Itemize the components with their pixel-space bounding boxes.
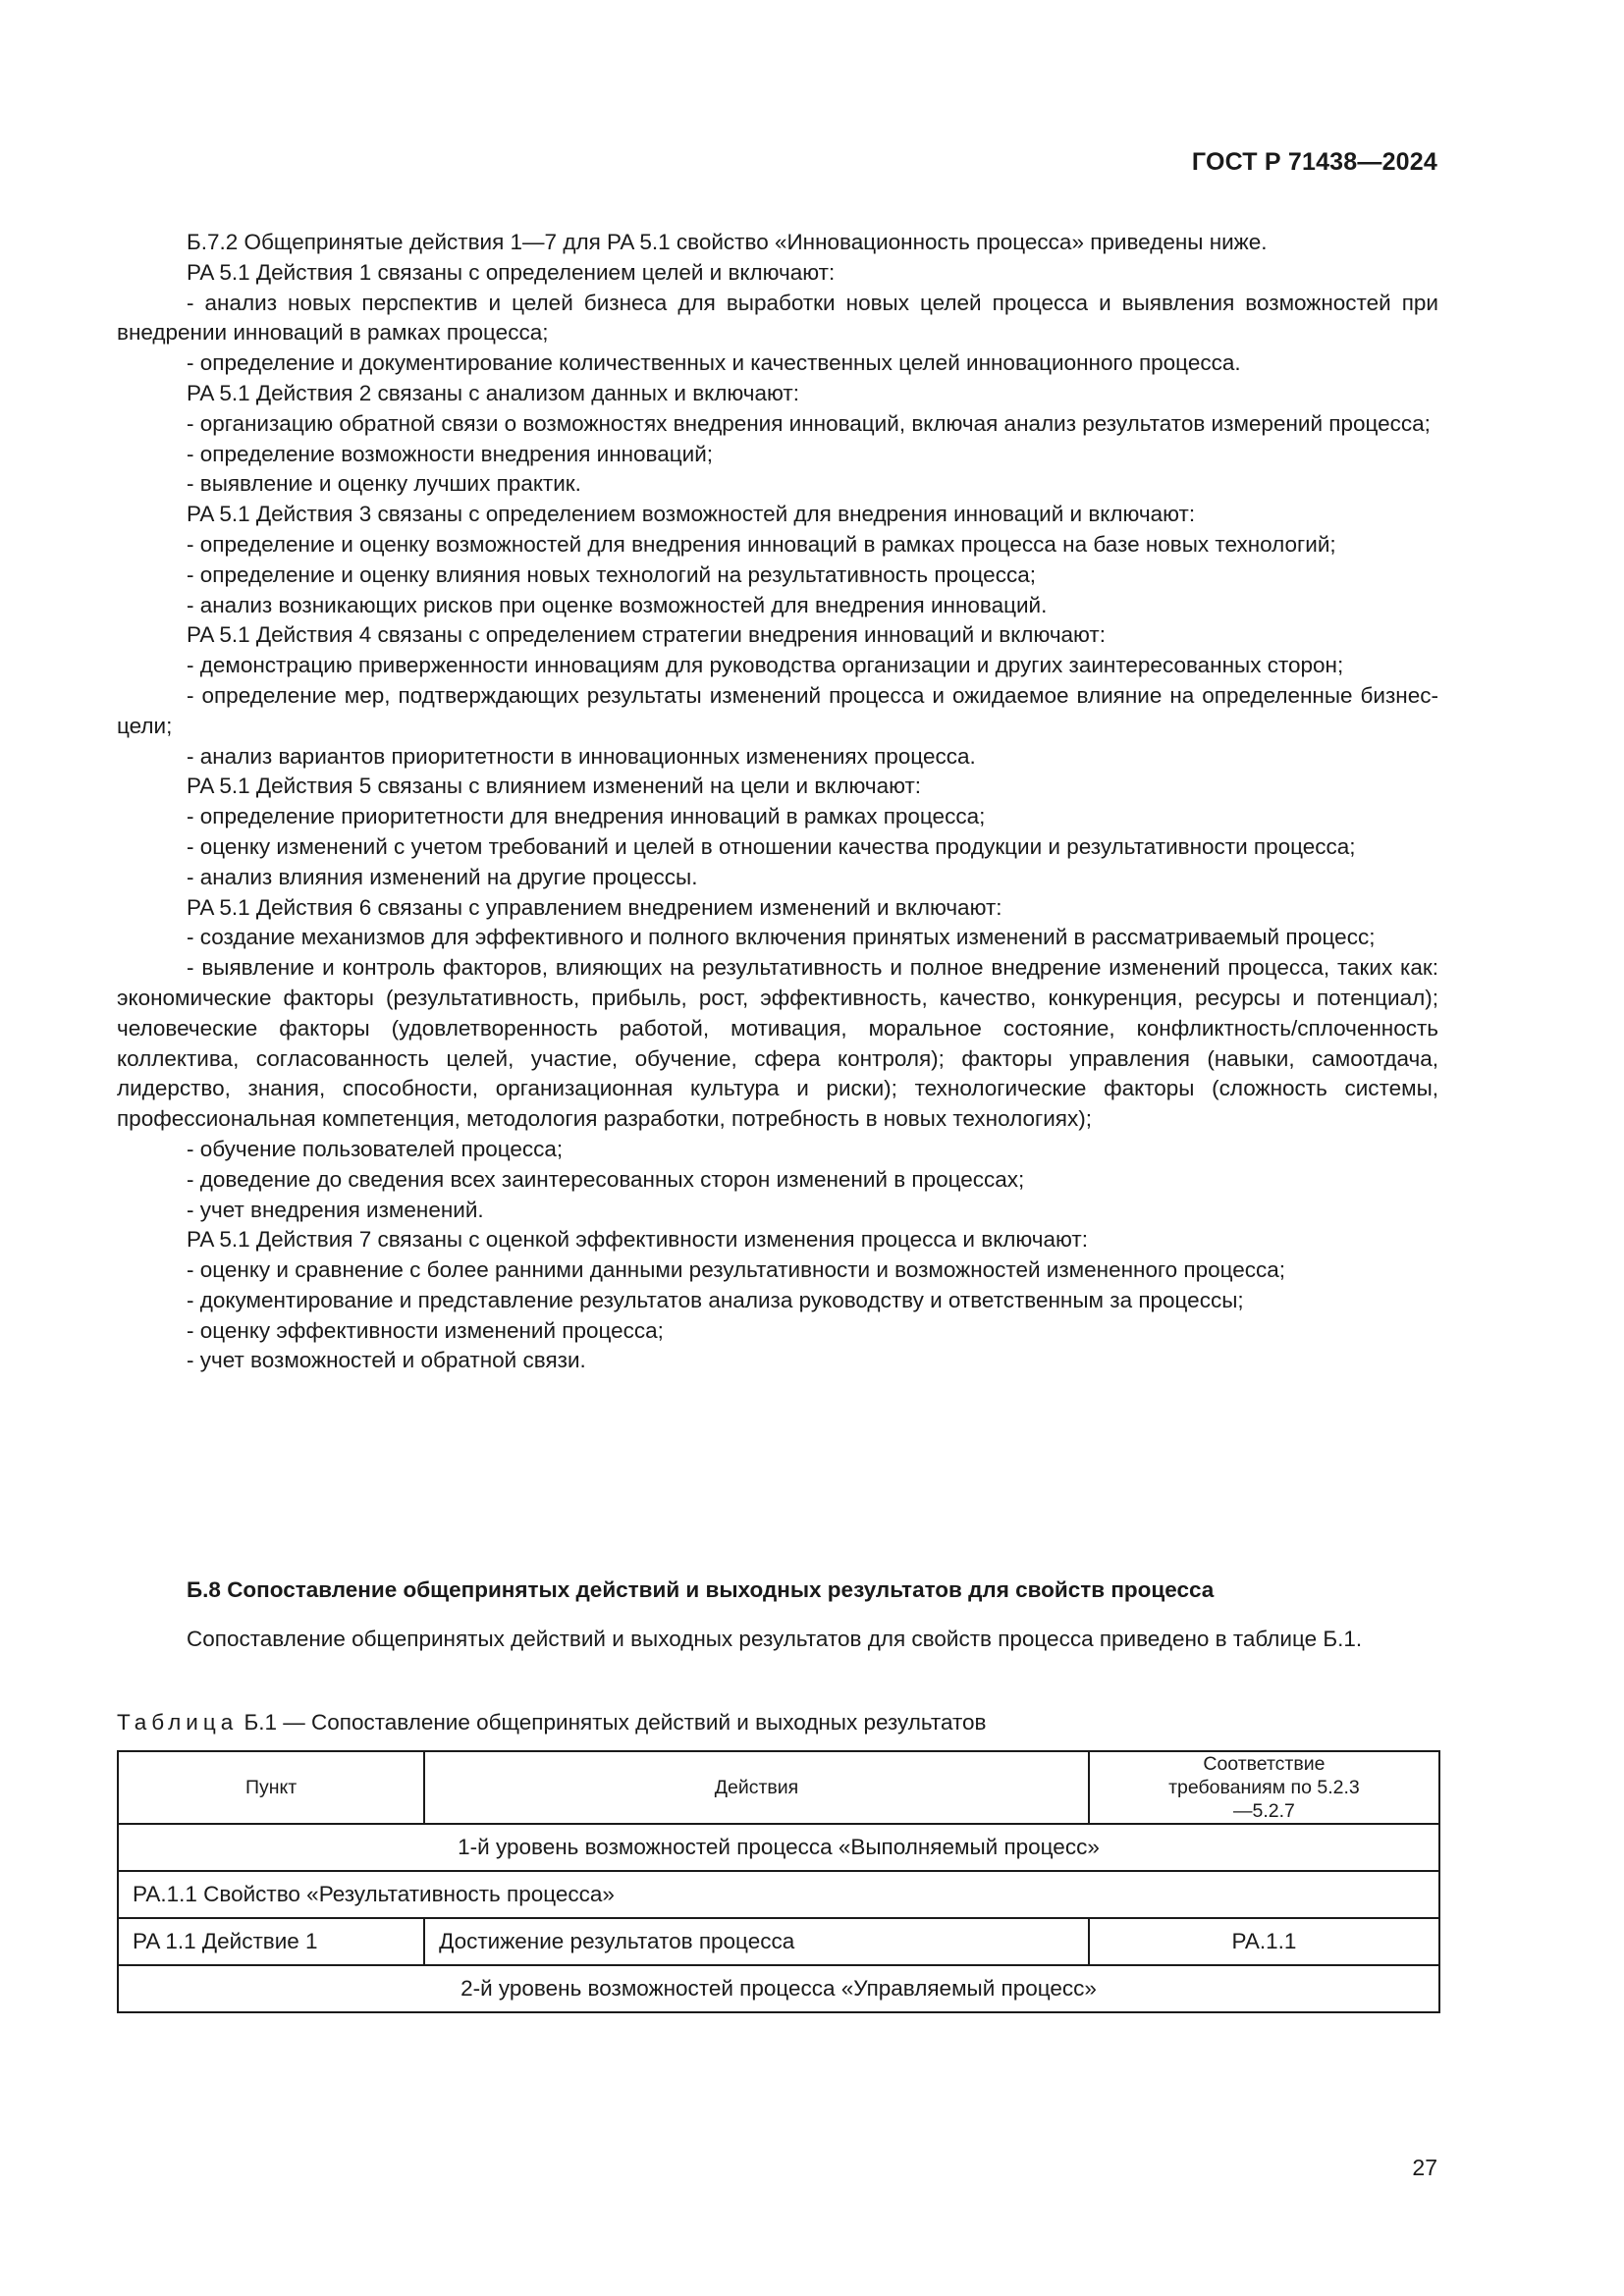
list-item: - определение и оценку возможностей для внедрения инноваций в рамках процесса на базе новых технологий;	[187, 531, 1336, 557]
paragraph: PA 5.1 Действия 1 связаны с определением целей и включают:	[187, 259, 836, 285]
list-item: - анализ возникающих рисков при оценке возможностей для внедрения инноваций.	[187, 592, 1048, 617]
header-cell-item: Пункт	[118, 1751, 424, 1824]
header-cell-compliance-text: Соответствие требованиям по 5.2.3—5.2.7	[1168, 1753, 1360, 1822]
list-item: - определение возможности внедрения инноваций;	[187, 441, 714, 466]
table-row-attribute	[118, 1871, 1439, 1918]
section-heading: Б.8 Сопоставление общепринятых действий и выходных результатов для свойств процесса	[187, 1577, 1215, 1602]
table-caption-label: Таблица	[117, 1710, 239, 1735]
header-cell-actions: Действия	[424, 1751, 1089, 1824]
comparison-table	[117, 1750, 1440, 2013]
list-item: - выявление и контроль факторов, влияющих на результативность и полное внедрение изменений процесса, таких как: экономические факторы (результативность, прибыль, рост, эффективность, качество, конкуренция, ресурсы и потенциал); человеческие факторы (удовлетворенность работой, мотивация, моральное состояние, конфликтность/сплоченность коллектива, согласованность целей, участие, обучение, сфера контроля); факторы управления (навыки, самоотдача, лидерство, знания, способности, организационная культура и риски); технологические факторы (сложность системы, профессиональная компетенция, методология разработки, потребность в новых технологиях);	[117, 955, 1438, 1132]
table-row-level1	[118, 1824, 1439, 1871]
list-item: - документирование и представление результатов анализа руководству и ответственным за процессы;	[187, 1287, 1244, 1312]
table-caption	[117, 1710, 987, 1735]
paragraph: PA 5.1 Действия 7 связаны с оценкой эффективности изменения процесса и включают:	[187, 1227, 1088, 1253]
list-item: - определение и оценку влияния новых технологий на результативность процесса;	[187, 561, 1036, 587]
paragraph: Б.7.2 Общепринятые действия 1—7 для PA 5.1 свойство «Инновационность процесса» приведены ниже.	[187, 230, 1268, 254]
list-item: - обучение пользователей процесса;	[187, 1136, 564, 1161]
table-caption-text: Б.1 — Сопоставление общепринятых действий и выходных результатов	[238, 1710, 987, 1735]
list-item: - анализ новых перспектив и целей бизнеса для выработки новых целей процесса и выявления возможностей при внедрении инноваций в рамках процесса;	[117, 290, 1438, 346]
list-item: - создание механизмов для эффективного и полного включения принятых изменений в рассматриваемый процесс;	[187, 925, 1376, 950]
list-item: - организацию обратной связи о возможностях внедрения инноваций, включая анализ результатов измерений процесса;	[187, 410, 1431, 436]
list-item: - анализ вариантов приоритетности в инновационных изменениях процесса.	[187, 743, 976, 769]
list-item: - определение и документирование количественных и качественных целей инновационного процесса.	[187, 350, 1241, 376]
section-paragraph: Сопоставление общепринятых действий и выходных результатов для свойств процесса приведено в таблице Б.1.	[187, 1627, 1363, 1651]
list-item: - учет возможностей и обратной связи.	[187, 1348, 586, 1373]
paragraph: PA 5.1 Действия 6 связаны с управлением внедрением изменений и включают:	[187, 894, 1002, 920]
header-cell-compliance	[1089, 1751, 1439, 1824]
list-item: - определение мер, подтверждающих результаты изменений процесса и ожидаемое влияние на определенные бизнес-цели;	[117, 682, 1438, 738]
paragraph: PA 5.1 Действия 3 связаны с определением возможностей для внедрения инноваций и включают:	[187, 502, 1196, 527]
level1-cell: 1-й уровень возможностей процесса «Выполняемый процесс»	[118, 1824, 1439, 1871]
row-item-cell: PA 1.1 Действие 1	[118, 1918, 424, 1965]
level2-cell: 2-й уровень возможностей процесса «Управляемый процесс»	[118, 1965, 1439, 2012]
attribute-cell: PA.1.1 Свойство «Результативность процесса»	[118, 1871, 1439, 1918]
row-compliance-cell: PA.1.1	[1089, 1918, 1439, 1965]
list-item: - определение приоритетности для внедрения инноваций в рамках процесса;	[187, 804, 986, 829]
list-item: - учет внедрения изменений.	[187, 1197, 484, 1222]
list-item: - выявление и оценку лучших практик.	[187, 471, 581, 497]
list-item: - оценку и сравнение с более ранними данными результативности и возможностей измененного процесса;	[187, 1257, 1286, 1283]
table-row	[118, 1918, 1439, 1965]
paragraph: PA 5.1 Действия 2 связаны с анализом данных и включают:	[187, 380, 799, 405]
body-text	[117, 228, 1438, 1376]
list-item: - доведение до сведения всех заинтересованных сторон изменений в процессах;	[187, 1166, 1025, 1192]
paragraph: PA 5.1 Действия 5 связаны с влиянием изменений на цели и включают:	[187, 774, 922, 799]
table-header-row	[118, 1751, 1439, 1824]
list-item: - анализ влияния изменений на другие процессы.	[187, 864, 698, 889]
list-item: - демонстрацию приверженности инновациям для руководства организации и других заинтересованных сторон;	[187, 653, 1344, 678]
document-header: ГОСТ Р 71438—2024	[1191, 148, 1437, 176]
list-item: - оценку эффективности изменений процесса;	[187, 1317, 664, 1343]
paragraph: PA 5.1 Действия 4 связаны с определением стратегии внедрения инноваций и включают:	[187, 622, 1106, 648]
table-row-level2	[118, 1965, 1439, 2012]
list-item: - оценку изменений с учетом требований и целей в отношении качества продукции и результативности процесса;	[187, 833, 1356, 859]
page-number: 27	[1412, 2155, 1437, 2180]
row-action-cell: Достижение результатов процесса	[424, 1918, 1089, 1965]
